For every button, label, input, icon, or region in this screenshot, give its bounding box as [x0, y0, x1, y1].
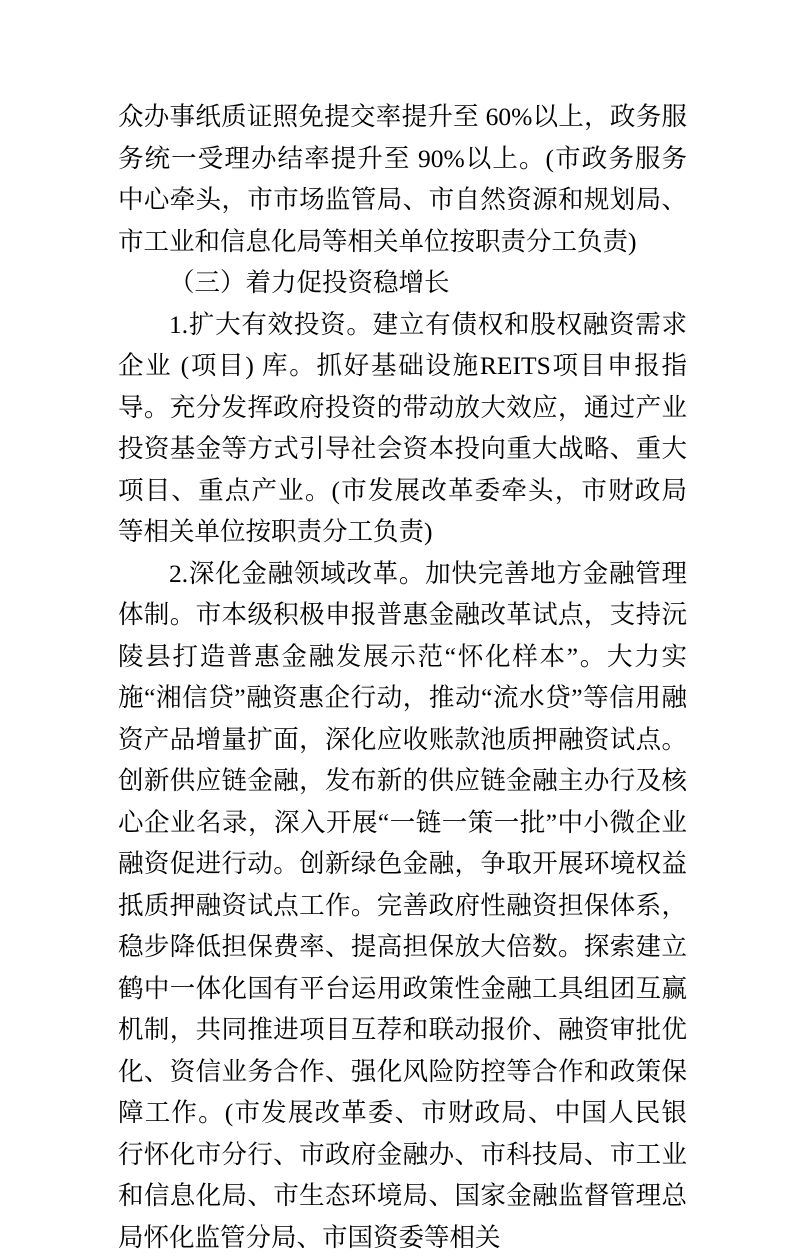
heading-section-three: （三）着力促投资稳增长 — [118, 262, 687, 304]
paragraph-continued-service: 众办事纸质证照免提交率提升至 60%以上，政务服务统一受理办结率提升至 90%以上。(市政务服务中心牵头，市市场监管局、市自然资源和规划局、市工业和信息化局等相关单位按职责分工负责) — [118, 96, 687, 262]
paragraph-item-2: 2.深化金融领域改革。加快完善地方金融管理体制。市本级积极申报普惠金融改革试点，支持沅陵县打造普惠金融发展示范“怀化样本”。大力实施“湘信贷”融资惠企行动，推动“流水贷”等信用融资产品增量扩面，深化应收账款池质押融资试点。创新供应链金融，发布新的供应链金融主办行及核心企业名录，深入开展“一链一策一批”中小微企业融资促进行动。创新绿色金融，争取开展环境权益抵质押融资试点工作。完善政府性融资担保体系，稳步降低担保费率、提高担保放大倍数。探索建立鹤中一体化国有平台运用政策性金融工具组团互赢机制，共同推进项目互荐和联动报价、融资审批优化、资信业务合作、强化风险防控等合作和政策保障工作。(市发展改革委、市财政局、中国人民银行怀化市分行、市政府金融办、市科技局、市工业和信息化局、市生态环境局、国家金融监督管理总局怀化监管分局、市国资委等相关 — [118, 553, 687, 1258]
document-body — [118, 96, 687, 1258]
paragraph-item-1: 1.扩大有效投资。建立有债权和股权融资需求企业 (项目) 库。抓好基础设施REITS项目申报指导。充分发挥政府投资的带动放大效应，通过产业投资基金等方式引导社会资本投向重大战略、重大项目、重点产业。(市发展改革委牵头，市财政局等相关单位按职责分工负责) — [118, 304, 687, 553]
